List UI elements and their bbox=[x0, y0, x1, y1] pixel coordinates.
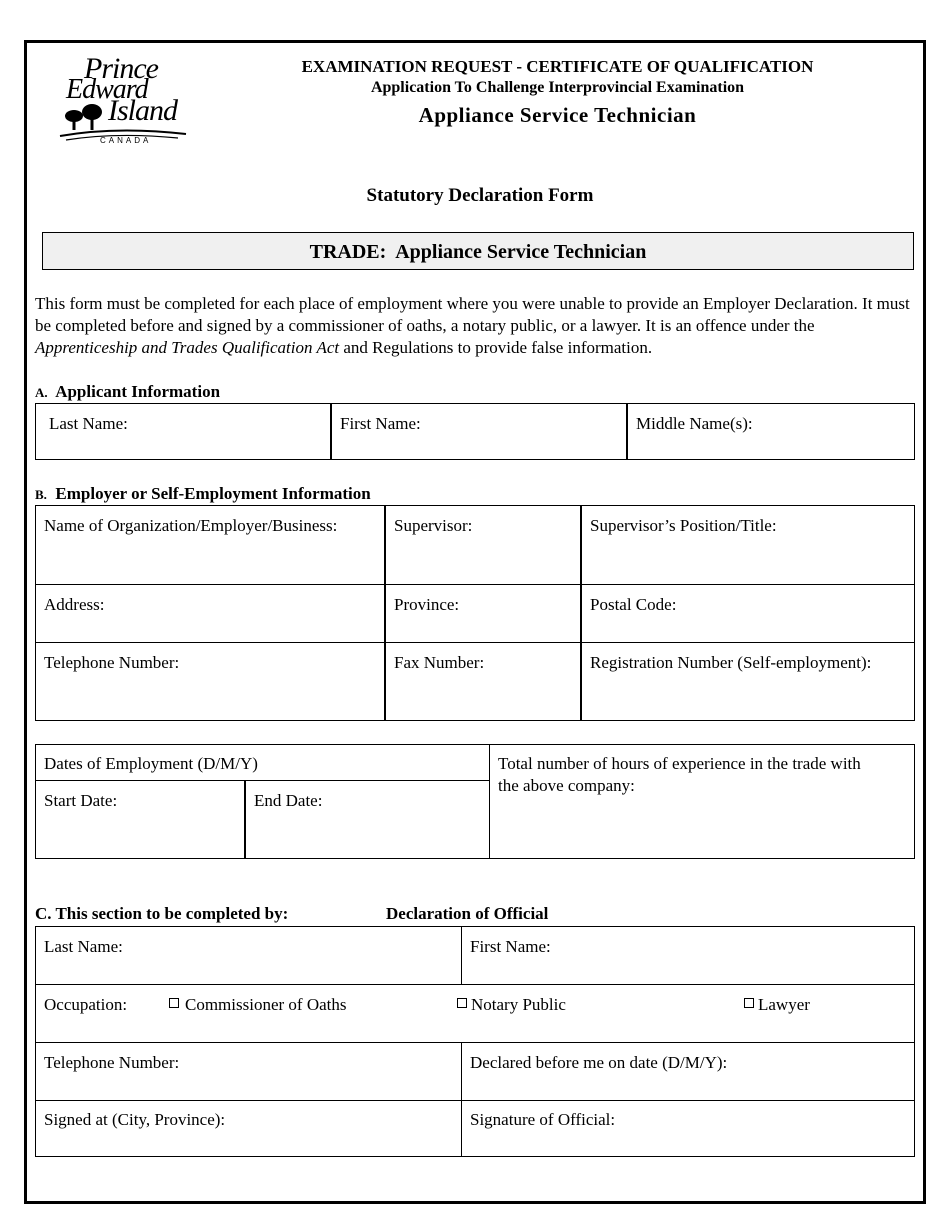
province-field[interactable] bbox=[385, 584, 581, 643]
employer-name-label: Name of Organization/Employer/Business: bbox=[44, 516, 338, 535]
intro-paragraph bbox=[35, 293, 919, 359]
signature-label: Signature of Official: bbox=[470, 1110, 616, 1129]
section-b-heading bbox=[35, 484, 371, 504]
official-last-name-field[interactable] bbox=[35, 926, 462, 985]
postal-code-field[interactable] bbox=[581, 584, 915, 643]
address-field[interactable] bbox=[35, 584, 385, 643]
occupation-label: Occupation: bbox=[44, 995, 128, 1014]
applicant-last-name-label: Last Name: bbox=[49, 414, 128, 433]
section-b-title: Employer or Self-Employment Information bbox=[55, 484, 371, 503]
end-date-label: End Date: bbox=[254, 791, 323, 810]
applicant-last-name-field[interactable] bbox=[35, 403, 331, 460]
notary-checkbox[interactable] bbox=[457, 998, 467, 1008]
official-first-name-field[interactable] bbox=[461, 926, 915, 985]
section-c-heading: C. This section to be completed by: bbox=[35, 904, 289, 923]
signed-at-label: Signed at (City, Province): bbox=[44, 1110, 226, 1129]
official-telephone-label: Telephone Number: bbox=[44, 1053, 180, 1072]
employer-name-field[interactable] bbox=[35, 505, 385, 585]
section-a-title: Applicant Information bbox=[55, 382, 221, 401]
logo-canada: CANADA bbox=[100, 136, 152, 145]
signed-at-field[interactable] bbox=[35, 1100, 462, 1157]
exam-request-subtitle: Application To Challenge Interprovincial Examination bbox=[370, 79, 745, 96]
dates-of-employment-label: Dates of Employment (D/M/Y) bbox=[44, 754, 258, 773]
start-date-field[interactable] bbox=[35, 780, 245, 859]
total-hours-label-line2: the above company: bbox=[498, 776, 635, 795]
lawyer-label: Lawyer bbox=[758, 995, 810, 1014]
trade-box-label: TRADE: Appliance Service Technician bbox=[309, 241, 647, 263]
supervisor-position-field[interactable] bbox=[581, 505, 915, 585]
dates-of-employment-header bbox=[35, 744, 490, 781]
section-a-letter: A. bbox=[35, 385, 48, 400]
pei-logo bbox=[56, 52, 196, 152]
total-hours-field[interactable] bbox=[489, 744, 915, 859]
intro-text-2: and Regulations to provide false information. bbox=[339, 338, 653, 357]
declared-date-field[interactable] bbox=[461, 1042, 915, 1101]
logo-prince: Prince bbox=[84, 52, 158, 85]
official-first-name-label: First Name: bbox=[470, 937, 551, 956]
commissioner-checkbox[interactable] bbox=[169, 998, 179, 1008]
applicant-first-name-field[interactable] bbox=[331, 403, 627, 460]
supervisor-position-label: Supervisor’s Position/Title: bbox=[590, 516, 777, 535]
fax-number-field[interactable] bbox=[385, 642, 581, 721]
section-a-heading bbox=[35, 382, 220, 402]
applicant-first-name-label: First Name: bbox=[340, 414, 421, 433]
start-date-label: Start Date: bbox=[44, 791, 118, 810]
employer-telephone-field[interactable] bbox=[35, 642, 385, 721]
commissioner-label: Commissioner of Oaths bbox=[185, 995, 347, 1014]
official-telephone-field[interactable] bbox=[35, 1042, 462, 1101]
trade-box bbox=[42, 232, 914, 270]
section-b-letter: B. bbox=[35, 487, 47, 502]
official-last-name-label: Last Name: bbox=[44, 937, 123, 956]
supervisor-label: Supervisor: bbox=[394, 516, 473, 535]
exam-request-title: EXAMINATION REQUEST - CERTIFICATE OF QUALIFICATION bbox=[301, 57, 814, 76]
address-label: Address: bbox=[44, 595, 105, 614]
postal-code-label: Postal Code: bbox=[590, 595, 677, 614]
logo-edward: Edward bbox=[66, 74, 148, 105]
province-label: Province: bbox=[394, 595, 460, 614]
registration-number-field[interactable] bbox=[581, 642, 915, 721]
act-name: Apprenticeship and Trades Qualification Act bbox=[35, 338, 340, 357]
applicant-middle-name-label: Middle Name(s): bbox=[636, 414, 753, 433]
occupation-row bbox=[35, 984, 915, 1043]
employer-telephone-label: Telephone Number: bbox=[44, 653, 180, 672]
trade-heading: Appliance Service Technician bbox=[418, 103, 697, 127]
notary-public-option[interactable] bbox=[457, 994, 566, 1016]
end-date-field[interactable] bbox=[245, 780, 490, 859]
logo-island: Island bbox=[108, 94, 177, 127]
total-hours-label-line1: Total number of hours of experience in the trade with bbox=[498, 754, 861, 773]
notary-label: Notary Public bbox=[471, 995, 566, 1014]
intro-text-1: This form must be completed for each place of employment where you were unable to provide an Employer Declaration. It must be completed before and signed by a commissioner of oaths, a notary public, or a lawyer. It is an offence under the bbox=[35, 294, 910, 335]
registration-number-label: Registration Number (Self-employment): bbox=[590, 653, 872, 672]
form-title: Statutory Declaration Form bbox=[366, 185, 594, 206]
fax-number-label: Fax Number: bbox=[394, 653, 485, 672]
commissioner-of-oaths-option[interactable] bbox=[169, 994, 347, 1016]
lawyer-checkbox[interactable] bbox=[744, 998, 754, 1008]
section-c-subtitle: Declaration of Official bbox=[386, 904, 549, 923]
declared-date-label: Declared before me on date (D/M/Y): bbox=[470, 1053, 728, 1072]
supervisor-field[interactable] bbox=[385, 505, 581, 585]
applicant-middle-name-field[interactable] bbox=[627, 403, 915, 460]
lawyer-option[interactable] bbox=[744, 994, 810, 1016]
signature-field[interactable] bbox=[461, 1100, 915, 1157]
